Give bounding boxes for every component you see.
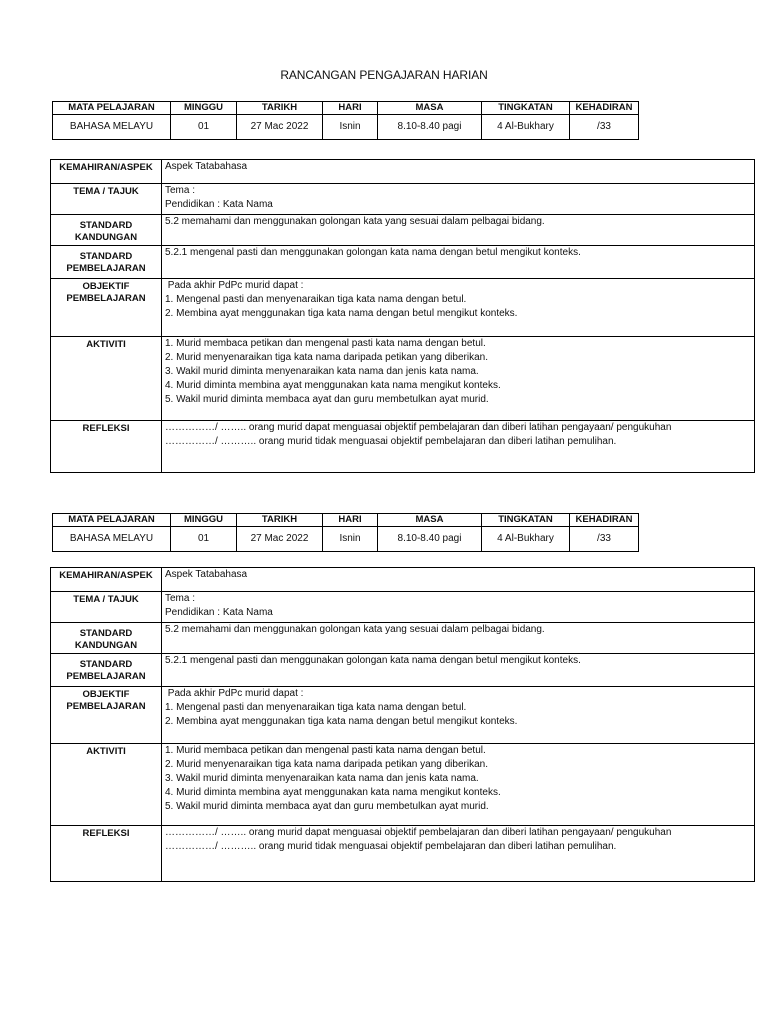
row-objektif (51, 279, 755, 337)
aktiviti-line: 2. Murid menyenaraikan tiga kata nama daripada petikan yang diberikan. (165, 759, 488, 770)
value-standard-kandungan (162, 623, 755, 654)
row-standard-kandungan (51, 623, 755, 654)
header-cell-hari: HARI (323, 102, 378, 115)
value-objektif (162, 687, 755, 744)
label-objektif (51, 687, 162, 744)
label-line: STANDARD (79, 628, 133, 639)
label-standard-kandungan (51, 215, 162, 246)
objektif-line: 1. Mengenal pasti dan menyenaraikan tiga kata nama dengan betul. (165, 702, 467, 713)
header-cell-masa: MASA (378, 102, 482, 115)
header-cell-minggu: MINGGU (171, 102, 237, 115)
row-standard-kandungan (51, 215, 755, 246)
value-minggu: 01 (171, 115, 237, 140)
header-cell-kehadiran: KEHADIRAN (570, 102, 639, 115)
label-tema: TEMA / TAJUK (51, 184, 162, 215)
header-cell-tarikh: TARIKH (237, 514, 323, 527)
aktiviti-line: 4. Murid diminta membina ayat menggunakan kata nama mengikut konteks. (165, 787, 501, 798)
aktiviti-line: 1. Murid membaca petikan dan mengenal pasti kata nama dengan betul. (165, 338, 486, 349)
document-title: RANCANGAN PENGAJARAN HARIAN (280, 68, 488, 82)
label-line: OBJEKTIF (82, 281, 130, 292)
value-masa: 8.10-8.40 pagi (378, 115, 482, 140)
row-kemahiran (51, 160, 755, 184)
value-hari: Isnin (323, 115, 378, 140)
label-line: STANDARD (79, 220, 133, 231)
tema-line: Pendidikan : Kata Nama (165, 199, 273, 210)
header-cell-minggu: MINGGU (171, 514, 237, 527)
label-line: PEMBELAJARAN (66, 263, 146, 274)
row-tema (51, 184, 755, 215)
row-standard-pembelajaran (51, 654, 755, 687)
label-refleksi: REFLEKSI (51, 826, 162, 882)
class-info-value-row (53, 115, 639, 140)
value-standard-pembelajaran (162, 246, 755, 279)
label-kemahiran: KEMAHIRAN/ASPEK (51, 160, 162, 184)
header-cell-tingkatan: TINGKATAN (482, 102, 570, 115)
value-tema (162, 592, 755, 623)
aktiviti-line: 5. Wakil murid diminta membaca ayat dan guru membetulkan ayat murid. (165, 801, 489, 812)
value-kemahiran (162, 568, 755, 592)
lesson-plan-table-1 (50, 159, 755, 473)
value-tarikh: 27 Mac 2022 (237, 115, 323, 140)
objektif-line: 2. Membina ayat menggunakan tiga kata nama dengan betul mengikut konteks. (165, 308, 518, 319)
aktiviti-line: 2. Murid menyenaraikan tiga kata nama daripada petikan yang diberikan. (165, 352, 488, 363)
value-standard-pembelajaran (162, 654, 755, 687)
tema-line: Tema : (165, 593, 196, 604)
value-tarikh: 27 Mac 2022 (237, 527, 323, 552)
header-cell-tarikh: TARIKH (237, 102, 323, 115)
label-line: STANDARD (79, 659, 133, 670)
header-cell-mata-pelajaran: MATA PELAJARAN (53, 102, 171, 115)
aktiviti-line: 1. Murid membaca petikan dan mengenal pasti kata nama dengan betul. (165, 745, 486, 756)
refleksi-line: ……………/ ……….. orang murid tidak menguasai objektif pembelajaran dan diberi latihan pemulihan. (165, 841, 617, 852)
header-cell-kehadiran: KEHADIRAN (570, 514, 639, 527)
standard-pembelajaran-text: 5.2.1 mengenal pasti dan menggunakan golongan kata nama dengan betul mengikut konteks. (165, 247, 581, 258)
label-objektif (51, 279, 162, 337)
class-info-table-1 (52, 101, 639, 140)
row-kemahiran (51, 568, 755, 592)
label-standard-kandungan (51, 623, 162, 654)
value-mata-pelajaran: BAHASA MELAYU (53, 115, 171, 140)
label-line: STANDARD (79, 251, 133, 262)
refleksi-line: ……………/ …….. orang murid dapat menguasai objektif pembelajaran dan diberi latihan pengayaan/ pengukuhan (165, 827, 672, 838)
value-aktiviti (162, 744, 755, 826)
objektif-line: 1. Mengenal pasti dan menyenaraikan tiga kata nama dengan betul. (165, 294, 467, 305)
row-aktiviti (51, 337, 755, 421)
label-kemahiran: KEMAHIRAN/ASPEK (51, 568, 162, 592)
value-masa: 8.10-8.40 pagi (378, 527, 482, 552)
label-aktiviti: AKTIVITI (51, 337, 162, 421)
value-hari: Isnin (323, 527, 378, 552)
label-line: PEMBELAJARAN (66, 671, 146, 682)
label-line: OBJEKTIF (82, 689, 130, 700)
objektif-line: Pada akhir PdPc murid dapat : (165, 688, 304, 699)
header-cell-masa: MASA (378, 514, 482, 527)
value-minggu: 01 (171, 527, 237, 552)
standard-kandungan-text: 5.2 memahami dan menggunakan golongan kata yang sesuai dalam pelbagai bidang. (165, 216, 545, 227)
class-info-table-2 (52, 513, 639, 552)
row-aktiviti (51, 744, 755, 826)
row-refleksi (51, 826, 755, 882)
value-kehadiran: /33 (570, 527, 639, 552)
tema-line: Pendidikan : Kata Nama (165, 607, 273, 618)
value-kehadiran: /33 (570, 115, 639, 140)
value-standard-kandungan (162, 215, 755, 246)
lesson-plan-table-2 (50, 567, 755, 882)
standard-pembelajaran-text: 5.2.1 mengenal pasti dan menggunakan golongan kata nama dengan betul mengikut konteks. (165, 655, 581, 666)
refleksi-line: ……………/ …….. orang murid dapat menguasai objektif pembelajaran dan diberi latihan pengayaan/ pengukuhan (165, 422, 672, 433)
label-tema: TEMA / TAJUK (51, 592, 162, 623)
objektif-line: Pada akhir PdPc murid dapat : (165, 280, 304, 291)
label-line: PEMBELAJARAN (66, 701, 146, 712)
label-line: KANDUNGAN (74, 232, 138, 243)
label-standard-pembelajaran (51, 246, 162, 279)
kemahiran-text: Aspek Tatabahasa (165, 569, 248, 580)
value-tema (162, 184, 755, 215)
value-refleksi (162, 826, 755, 882)
label-refleksi: REFLEKSI (51, 421, 162, 473)
value-kemahiran (162, 160, 755, 184)
aktiviti-line: 5. Wakil murid diminta membaca ayat dan guru membetulkan ayat murid. (165, 394, 489, 405)
header-cell-tingkatan: TINGKATAN (482, 514, 570, 527)
standard-kandungan-text: 5.2 memahami dan menggunakan golongan kata yang sesuai dalam pelbagai bidang. (165, 624, 545, 635)
refleksi-line: ……………/ ……….. orang murid tidak menguasai objektif pembelajaran dan diberi latihan pemulihan. (165, 436, 617, 447)
class-info-header-row (53, 102, 639, 115)
value-refleksi (162, 421, 755, 473)
label-aktiviti: AKTIVITI (51, 744, 162, 826)
label-standard-pembelajaran (51, 654, 162, 687)
aktiviti-line: 3. Wakil murid diminta menyenaraikan kata nama dan jenis kata nama. (165, 773, 479, 784)
value-tingkatan: 4 Al-Bukhary (482, 115, 570, 140)
label-line: KANDUNGAN (74, 640, 138, 651)
header-cell-hari: HARI (323, 514, 378, 527)
kemahiran-text: Aspek Tatabahasa (165, 161, 248, 172)
aktiviti-line: 4. Murid diminta membina ayat menggunakan kata nama mengikut konteks. (165, 380, 501, 391)
value-objektif (162, 279, 755, 337)
row-refleksi (51, 421, 755, 473)
header-cell-mata-pelajaran: MATA PELAJARAN (53, 514, 171, 527)
label-line: PEMBELAJARAN (66, 293, 146, 304)
value-tingkatan: 4 Al-Bukhary (482, 527, 570, 552)
row-tema (51, 592, 755, 623)
value-aktiviti (162, 337, 755, 421)
row-standard-pembelajaran (51, 246, 755, 279)
tema-line: Tema : (165, 185, 196, 196)
aktiviti-line: 3. Wakil murid diminta menyenaraikan kata nama dan jenis kata nama. (165, 366, 479, 377)
objektif-line: 2. Membina ayat menggunakan tiga kata nama dengan betul mengikut konteks. (165, 716, 518, 727)
value-mata-pelajaran: BAHASA MELAYU (53, 527, 171, 552)
class-info-value-row (53, 527, 639, 552)
row-objektif (51, 687, 755, 744)
class-info-header-row (53, 514, 639, 527)
